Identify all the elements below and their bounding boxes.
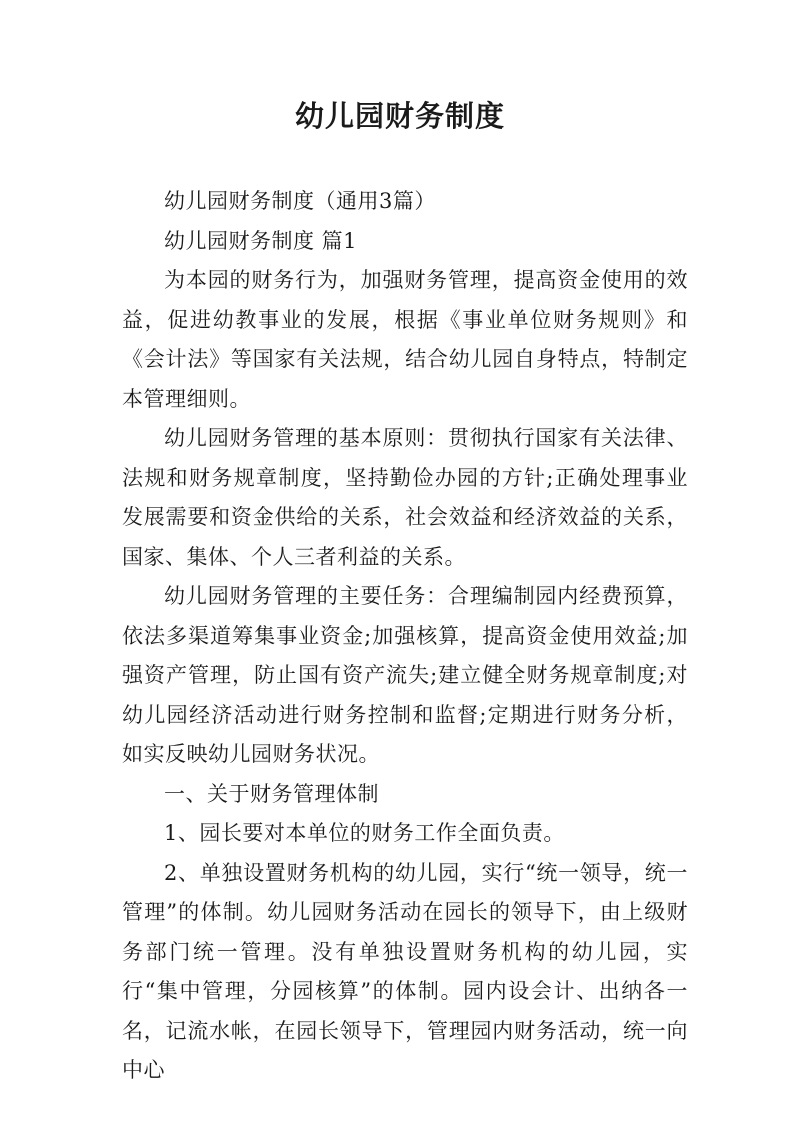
paragraph-basic-principles: 幼儿园财务管理的基本原则：贯彻执行国家有关法律、法规和财务规章制度，坚持勤俭办园的方针;正确处理事业发展需要和资金供给的关系，社会效益和经济效益的关系，国家、集体、个人三者利益的关系。 (122, 426, 688, 569)
paragraph-item-1: 1、园长要对本单位的财务工作全面负责。 (164, 821, 565, 845)
document-title: 幼儿园财务制度 (294, 99, 505, 133)
paragraph-chapter-heading: 一、关于财务管理体制 (164, 781, 379, 806)
paragraph-main-tasks: 幼儿园财务管理的主要任务：合理编制园内经费预算，依法多渠道筹集事业资金;加强核算，提高资金使用效益;加强资产管理，防止国有资产流失;建立健全财务规章制度;对幼儿园经济活动进行财务控制和监督;定期进行财务分析，如实反映幼儿园财务状况。 (122, 584, 688, 766)
paragraph-section-heading: 幼儿园财务制度 篇1 (164, 228, 358, 253)
paragraph-item-2: 2、单独设置财务机构的幼儿园，实行“统一领导，统一管理”的体制。幼儿园财务活动在园长的领导下，由上级财务部门统一管理。没有单独设置财务机构的幼儿园，实行“集中管理，分园核算”的体制。园内设会计、出纳各一名，记流水帐，在园长领导下，管理园内财务活动，统一向中心 (122, 860, 688, 1082)
paragraph-purpose: 为本园的财务行为，加强财务管理，提高资金使用的效益，促进幼教事业的发展，根据《事业单位财务规则》和《会计法》等国家有关法规，结合幼儿园自身特点，特制定本管理细则。 (122, 268, 688, 411)
paragraph-subtitle: 幼儿园财务制度（通用3篇） (164, 189, 436, 213)
document-body (122, 182, 688, 1091)
